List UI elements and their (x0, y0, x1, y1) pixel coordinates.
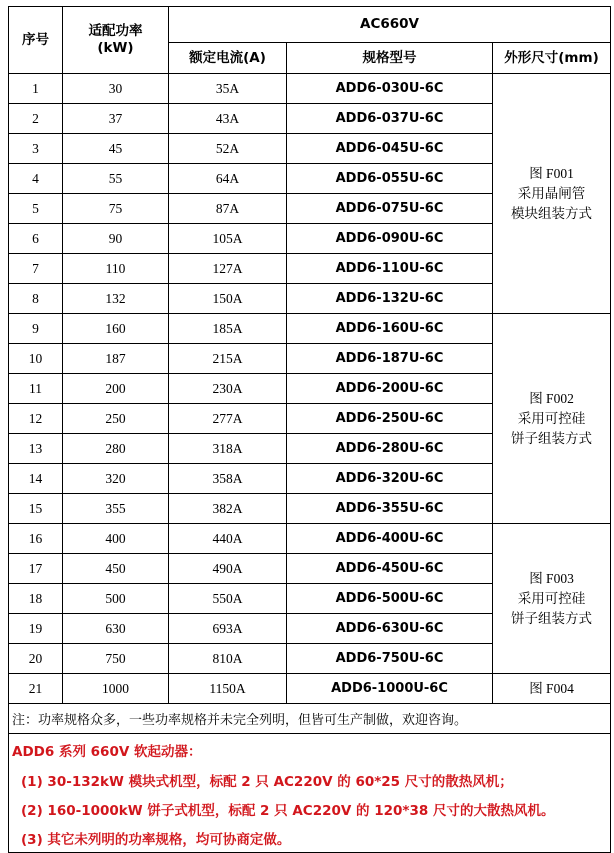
spec-table (8, 6, 611, 853)
cell-power: 1000 (63, 674, 169, 704)
table-row (9, 74, 611, 104)
cell-power: 110 (63, 254, 169, 284)
figure-title: 图 F002 (529, 390, 574, 406)
cell-current: 490A (169, 554, 287, 584)
series-item-1: (1) 30-132kW 模块式机型，标配 2 只 AC220V 的 60*25 尺寸的散热风机； (9, 765, 611, 794)
cell-model: ADD6-400U-6C (287, 524, 493, 554)
cell-model: ADD6-320U-6C (287, 464, 493, 494)
note-text: 注：功率规格众多，一些功率规格并未完全列明，但皆可生产制做，欢迎咨询。 (9, 704, 611, 734)
cell-power: 355 (63, 494, 169, 524)
cell-power: 187 (63, 344, 169, 374)
cell-power: 320 (63, 464, 169, 494)
table-row (9, 524, 611, 554)
header-model: 规格型号 (287, 43, 493, 74)
figure-description: 采用晶闸管 (517, 185, 586, 201)
figure-description: 采用可控硅 (517, 590, 586, 606)
cell-power: 30 (63, 74, 169, 104)
cell-model: ADD6-750U-6C (287, 644, 493, 674)
cell-index: 2 (9, 104, 63, 134)
cell-index: 13 (9, 434, 63, 464)
cell-power: 450 (63, 554, 169, 584)
cell-model: ADD6-055U-6C (287, 164, 493, 194)
series-title: ADD6 系列 660V 软起动器： (9, 734, 611, 766)
cell-current: 52A (169, 134, 287, 164)
cell-power: 55 (63, 164, 169, 194)
cell-index: 6 (9, 224, 63, 254)
cell-current: 318A (169, 434, 287, 464)
cell-index: 20 (9, 644, 63, 674)
dimension-figure-f1 (493, 74, 611, 314)
cell-model: ADD6-187U-6C (287, 344, 493, 374)
cell-current: 150A (169, 284, 287, 314)
cell-current: 87A (169, 194, 287, 224)
cell-model: ADD6-1000U-6C (287, 674, 493, 704)
cell-index: 4 (9, 164, 63, 194)
cell-model: ADD6-110U-6C (287, 254, 493, 284)
cell-model: ADD6-090U-6C (287, 224, 493, 254)
cell-power: 132 (63, 284, 169, 314)
cell-power: 280 (63, 434, 169, 464)
cell-index: 14 (9, 464, 63, 494)
dimension-figure-f4 (493, 674, 611, 704)
figure-description: 采用可控硅 (517, 410, 586, 426)
cell-power: 500 (63, 584, 169, 614)
cell-index: 11 (9, 374, 63, 404)
cell-power: 630 (63, 614, 169, 644)
cell-power: 250 (63, 404, 169, 434)
cell-model: ADD6-075U-6C (287, 194, 493, 224)
cell-index: 21 (9, 674, 63, 704)
cell-current: 230A (169, 374, 287, 404)
cell-current: 440A (169, 524, 287, 554)
cell-index: 15 (9, 494, 63, 524)
cell-model: ADD6-630U-6C (287, 614, 493, 644)
cell-power: 400 (63, 524, 169, 554)
table-row (9, 314, 611, 344)
cell-index: 18 (9, 584, 63, 614)
cell-model: ADD6-250U-6C (287, 404, 493, 434)
cell-current: 215A (169, 344, 287, 374)
cell-current: 64A (169, 164, 287, 194)
cell-model: ADD6-037U-6C (287, 104, 493, 134)
table-row (9, 674, 611, 704)
cell-model: ADD6-355U-6C (287, 494, 493, 524)
spec-table-wrapper (8, 6, 610, 853)
dimension-figure-f2 (493, 314, 611, 524)
cell-model: ADD6-132U-6C (287, 284, 493, 314)
header-power (63, 7, 169, 74)
series-item-3: (3) 其它未列明的功率规格，均可协商定做。 (9, 823, 611, 853)
figure-description: 饼子组装方式 (511, 430, 593, 446)
cell-current: 382A (169, 494, 287, 524)
cell-current: 127A (169, 254, 287, 284)
cell-index: 19 (9, 614, 63, 644)
header-power-label: 适配功率 (88, 23, 143, 39)
cell-model: ADD6-030U-6C (287, 74, 493, 104)
cell-current: 105A (169, 224, 287, 254)
cell-model: ADD6-045U-6C (287, 134, 493, 164)
header-current: 额定电流(A) (169, 43, 287, 74)
cell-model: ADD6-160U-6C (287, 314, 493, 344)
cell-current: 550A (169, 584, 287, 614)
header-index: 序号 (9, 7, 63, 74)
cell-index: 1 (9, 74, 63, 104)
cell-index: 10 (9, 344, 63, 374)
cell-model: ADD6-450U-6C (287, 554, 493, 584)
cell-model: ADD6-500U-6C (287, 584, 493, 614)
cell-model: ADD6-200U-6C (287, 374, 493, 404)
dimension-figure-f3 (493, 524, 611, 674)
cell-current: 358A (169, 464, 287, 494)
cell-current: 693A (169, 614, 287, 644)
figure-description: 模块组装方式 (511, 205, 593, 221)
cell-power: 45 (63, 134, 169, 164)
cell-power: 90 (63, 224, 169, 254)
cell-current: 185A (169, 314, 287, 344)
cell-current: 43A (169, 104, 287, 134)
cell-model: ADD6-280U-6C (287, 434, 493, 464)
header-power-unit: (kW) (97, 40, 134, 56)
figure-description: 饼子组装方式 (511, 610, 593, 626)
cell-power: 75 (63, 194, 169, 224)
cell-index: 16 (9, 524, 63, 554)
cell-power: 750 (63, 644, 169, 674)
cell-current: 277A (169, 404, 287, 434)
cell-index: 3 (9, 134, 63, 164)
cell-power: 200 (63, 374, 169, 404)
cell-index: 8 (9, 284, 63, 314)
cell-power: 37 (63, 104, 169, 134)
cell-index: 5 (9, 194, 63, 224)
cell-index: 12 (9, 404, 63, 434)
cell-current: 1150A (169, 674, 287, 704)
header-voltage: AC660V (169, 7, 611, 43)
cell-current: 810A (169, 644, 287, 674)
figure-title: 图 F003 (529, 570, 574, 586)
cell-power: 160 (63, 314, 169, 344)
header-dimensions: 外形尺寸(mm) (493, 43, 611, 74)
figure-title: 图 F001 (529, 165, 574, 181)
cell-index: 9 (9, 314, 63, 344)
cell-index: 17 (9, 554, 63, 584)
cell-current: 35A (169, 74, 287, 104)
figure-title: 图 F004 (529, 680, 574, 696)
cell-index: 7 (9, 254, 63, 284)
series-item-2: (2) 160-1000kW 饼子式机型，标配 2 只 AC220V 的 120*38 尺寸的大散热风机。 (9, 794, 611, 823)
